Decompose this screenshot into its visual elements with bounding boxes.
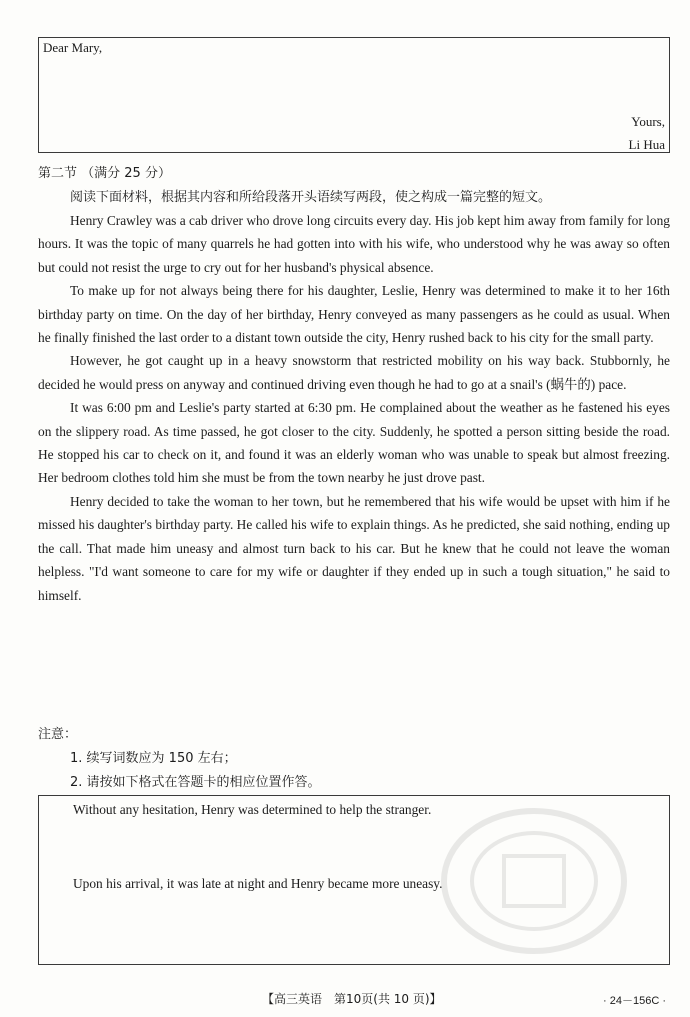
seal-watermark: [434, 806, 634, 956]
continuation-opening-1: Without any hesitation, Henry was determined to help the stranger.: [73, 802, 432, 817]
letter-box: [38, 37, 670, 153]
answer-box: [38, 795, 670, 965]
passage-paragraph-4: It was 6:00 pm and Leslie's party started at 6:30 pm. He complained about the weather as he fastened his eyes on the slippery road. As time passed, he got closer to the city. Suddenly, he spotted a person sitting beside the road. He stopped his car to check on it, and found it was an elderly woman who was unable to speak but almost freezing. Her bedroom clothes told him she must be from the town nearby he just drove past.: [38, 400, 670, 486]
passage-paragraph-1: Henry Crawley was a cab driver who drove long circuits every day. His job kept him away from family for long hours. It was the topic of many quarrels he had gotten into with his wife, who understood why he was away so often but could not resist the urge to cry out for her husband's physical absence.: [38, 213, 670, 275]
footer-page-label: 【高三英语 第10页(共 10 页)】: [262, 992, 442, 1006]
passage-paragraph-3: However, he got caught up in a heavy snowstorm that restricted mobility on his way back. Stubbornly, he decided he would press on anyway and continued driving even though he had to go at a snail's (蜗牛的) pace.: [38, 353, 670, 392]
reading-passage: [38, 209, 670, 607]
letter-salutation: Dear Mary,: [43, 40, 103, 55]
footer-code: · 24－156C ·: [603, 995, 666, 1007]
continuation-opening-2: Upon his arrival, it was late at night and Henry became more uneasy.: [73, 876, 443, 891]
passage-paragraph-5: Henry decided to take the woman to her town, but he remembered that his wife would be upset with him if he missed his daughter's birthday party. He called his wife to explain things. As he predicted, she said nothing, ending up the call. That made him uneasy and almost turn back to his car. But he knew that he could not leave the woman helpless. "I'd want someone to care for my wife or daughter if they ended up in such a tough situation," he said to himself.: [38, 493, 670, 603]
notes-label: 注意：: [38, 727, 78, 742]
letter-signature: Li Hua: [628, 137, 665, 152]
passage-paragraph-2: To make up for not always being there for his daughter, Leslie, Henry was determined to make it to her 16th birthday party on time. On the day of her birthday, Henry conveyed as many passengers as he could as usual. When he finally finished the last order to a distant town outside the city, Henry rushed back to his city for the small party.: [38, 283, 670, 346]
note-item-1: 1. 续写词数应为 150 左右；: [70, 751, 237, 766]
letter-closing: Yours,: [631, 114, 665, 129]
section-heading: 第二节 （满分 25 分）: [38, 166, 171, 181]
note-item-2: 2. 请按如下格式在答题卡的相应位置作答。: [70, 775, 321, 790]
section-instruction: 阅读下面材料，根据其内容和所给段落开头语续写两段，使之构成一篇完整的短文。: [70, 190, 552, 205]
